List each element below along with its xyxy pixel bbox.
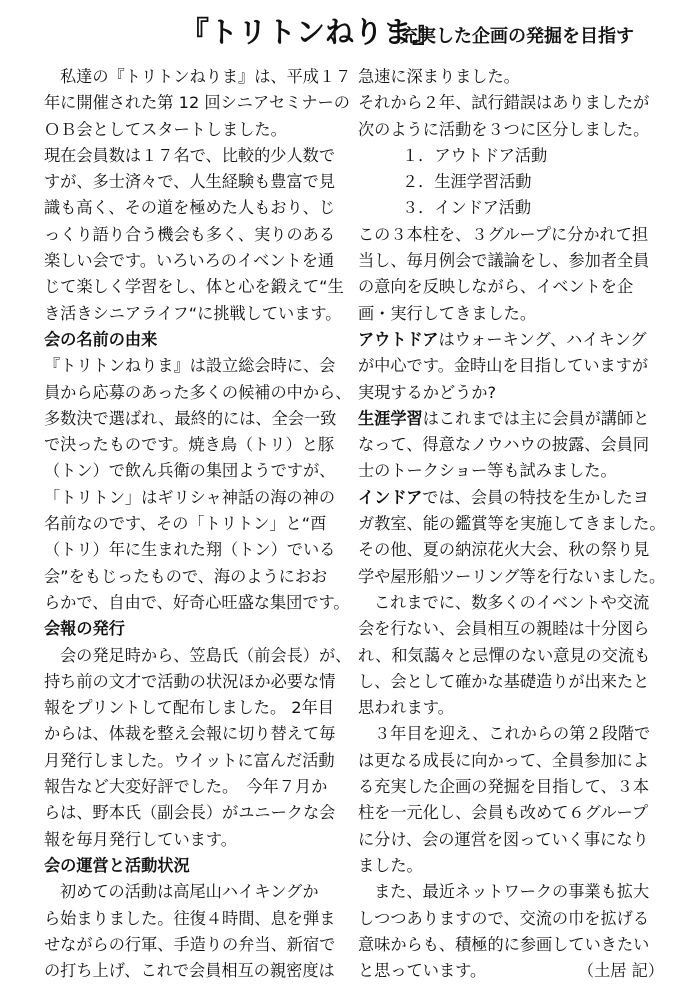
right-column xyxy=(358,64,668,984)
text-line: の意向を反映しながら、イベントを企 xyxy=(358,277,634,297)
text-line: 実現するかどうか? xyxy=(358,382,497,402)
text-fragment: はこれまでは主に会員が講師と xyxy=(422,408,650,428)
text-line: （トリ）年に生まれた翔（トン）でいる xyxy=(44,540,336,560)
text-line xyxy=(358,406,668,432)
text-line: 画・実行してきました。 xyxy=(358,303,537,323)
text-line: 学や屋形船ツーリング等を行ないました。 xyxy=(358,566,666,586)
text-line xyxy=(358,485,668,511)
author-signature: （土居 記） xyxy=(577,961,664,981)
text-line: 私達の『トリトンねりま』は、平成１７ xyxy=(60,67,352,86)
list-item: ２．生涯学習活動 xyxy=(402,172,532,192)
section-heading-newsletter: 会報の発行 xyxy=(44,619,125,639)
text-line: が中心です。金時山を目指していますが xyxy=(358,356,649,376)
text-line: る充実した企画の発掘を目指して、３本 xyxy=(358,777,650,797)
section-heading-name-origin: 会の名前の由来 xyxy=(44,329,158,349)
text-line: 持ち前の文才で活動の状況ほか必要な情 xyxy=(44,671,336,691)
text-line: これまでに、数多くのイベントや交流 xyxy=(374,592,650,612)
keyword-outdoor: アウトドア xyxy=(358,329,439,349)
text-line: れ、和気藹々と忌憚のない意見の交流も xyxy=(358,645,651,665)
text-line: 員から応募のあった多くの候補の中から、 xyxy=(44,382,352,402)
keyword-indoor: インドア xyxy=(358,487,423,507)
text-line: 初めての活動は高尾山ハイキングか xyxy=(60,882,319,902)
text-line: ３年目を迎え、これからの第２段階で xyxy=(374,724,651,744)
text-line: っくり語り合う機会も多く、実りのある xyxy=(44,224,336,244)
text-line: 柱を一元化し、会員も改めて６グループ xyxy=(358,803,649,823)
text-line: ＯＢ会としてスタートしました。 xyxy=(44,119,287,139)
text-line: らかで、自由で、好奇心旺盛な集団です。 xyxy=(44,592,350,612)
text-line: この３本柱を、３グループに分かれて担 xyxy=(358,224,649,244)
text-line: ガ教室、能の鑑賞等を実施してきました。 xyxy=(358,514,666,534)
text-line: その他、夏の納涼花火大会、秋の祭り見 xyxy=(358,540,650,560)
text-line: それから２年、試行錯誤はありましたが xyxy=(358,93,650,113)
text-line: は更なる成長に向かって、全員参加によ xyxy=(358,750,650,770)
text-line: すが、多士済々で、人生経験も豊富で見 xyxy=(44,172,336,192)
article-subtitle: 充実した企画の発掘を目指す xyxy=(400,26,634,47)
text-fragment: はウォーキング、ハイキング xyxy=(438,329,647,349)
keyword-lifelong-learning: 生涯学習 xyxy=(358,408,423,428)
text-fragment: では、会員の特技を生かしたヨ xyxy=(422,487,649,507)
text-line: 年に開催された第 12 回シニアセミナーの xyxy=(44,93,350,113)
text-line: 『トリトンねりま』は設立総会時に、会 xyxy=(44,356,336,376)
text-line: で決ったものです。焼き鳥（トリ）と豚 xyxy=(44,435,335,455)
text-line: 会を行ない、会員相互の親睦は十分図ら xyxy=(358,619,650,639)
text-line: の打ち上げ、これで会員相互の親密度は xyxy=(44,961,335,981)
closing-line xyxy=(358,958,668,984)
article-header xyxy=(0,6,700,58)
text-line: 次のように活動を３つに区分しました。 xyxy=(358,119,650,139)
text-line: 思われます。 xyxy=(358,698,454,718)
text-line: 報を毎月発行しています。 xyxy=(44,829,237,849)
text-line: なって、得意なノウハウの披露、会員同 xyxy=(358,435,650,455)
text-line: （トン）で飲ん兵衛の集団ようですが、 xyxy=(44,461,336,481)
text-line: また、最近ネットワークの事業も拡大 xyxy=(374,882,650,902)
text-line: ら始まりました。往復４時間、息を弾ま xyxy=(44,908,336,928)
text-line: 意味からも、積極的に参画していきたい xyxy=(358,934,650,954)
text-line: ました。 xyxy=(358,855,423,875)
left-column xyxy=(44,64,352,984)
text-line: 名前なのです、その「トリトン」と“酉 xyxy=(44,514,327,534)
text-line: らは、野本氏（副会長）がユニークな会 xyxy=(44,803,336,823)
text-line: 報告など大変好評でした。 今年７月か xyxy=(44,777,328,797)
text-line: 多数決で選ばれ、最終的には、全会一致 xyxy=(44,408,337,428)
text-line: 報をプリントして配布しました。 2年目 xyxy=(44,698,334,718)
text-line: 楽しい会です。いろいろのイベントを通 xyxy=(44,251,335,271)
text-line: 会”をもじったもので、海のようにおお xyxy=(44,566,328,586)
text-line: 会の発足時から、笠島氏（前会長）が、 xyxy=(60,645,352,665)
text-line: に分け、会の運営を図っていく事になり xyxy=(358,829,649,849)
text-line xyxy=(358,327,668,353)
text-line: 識も高く、その道を極めた人もおり、じ xyxy=(44,198,336,218)
list-item: ３．インドア活動 xyxy=(402,198,532,218)
section-heading-operations: 会の運営と活動状況 xyxy=(44,855,190,875)
text-line: 月発行しました。ウイットに富んだ活動 xyxy=(44,750,335,770)
text-line: しつつありますので、交流の巾を拡げる xyxy=(358,908,650,928)
article-title: 『トリトンねりま』 xyxy=(180,15,442,49)
text-line: 「トリトン」はギリシャ神話の海の神の xyxy=(44,487,336,507)
text-line: 士のトークショー等も試みました。 xyxy=(358,461,617,481)
text-fragment: と思っています。 xyxy=(358,961,487,981)
text-line: 急速に深まりました。 xyxy=(358,67,520,86)
text-line: じて楽しく学習をし、体と心を鍛えて“生 xyxy=(44,277,344,297)
text-line: 当し、毎月例会で議論をし、参加者全員 xyxy=(358,251,650,271)
text-line: からは、体裁を整え会報に切り替えて毎 xyxy=(44,724,336,744)
list-item: １．アウトドア活動 xyxy=(402,145,548,165)
text-line: 現在会員数は１７名で、比較的少人数で xyxy=(44,145,336,165)
text-line: せながらの行軍、手造りの弁当、新宿で xyxy=(44,934,336,954)
text-line: し、会として確かな基礎造りが出来たと xyxy=(358,671,650,691)
text-line: き活きシニアライフ“に挑戦しています。 xyxy=(44,303,342,323)
